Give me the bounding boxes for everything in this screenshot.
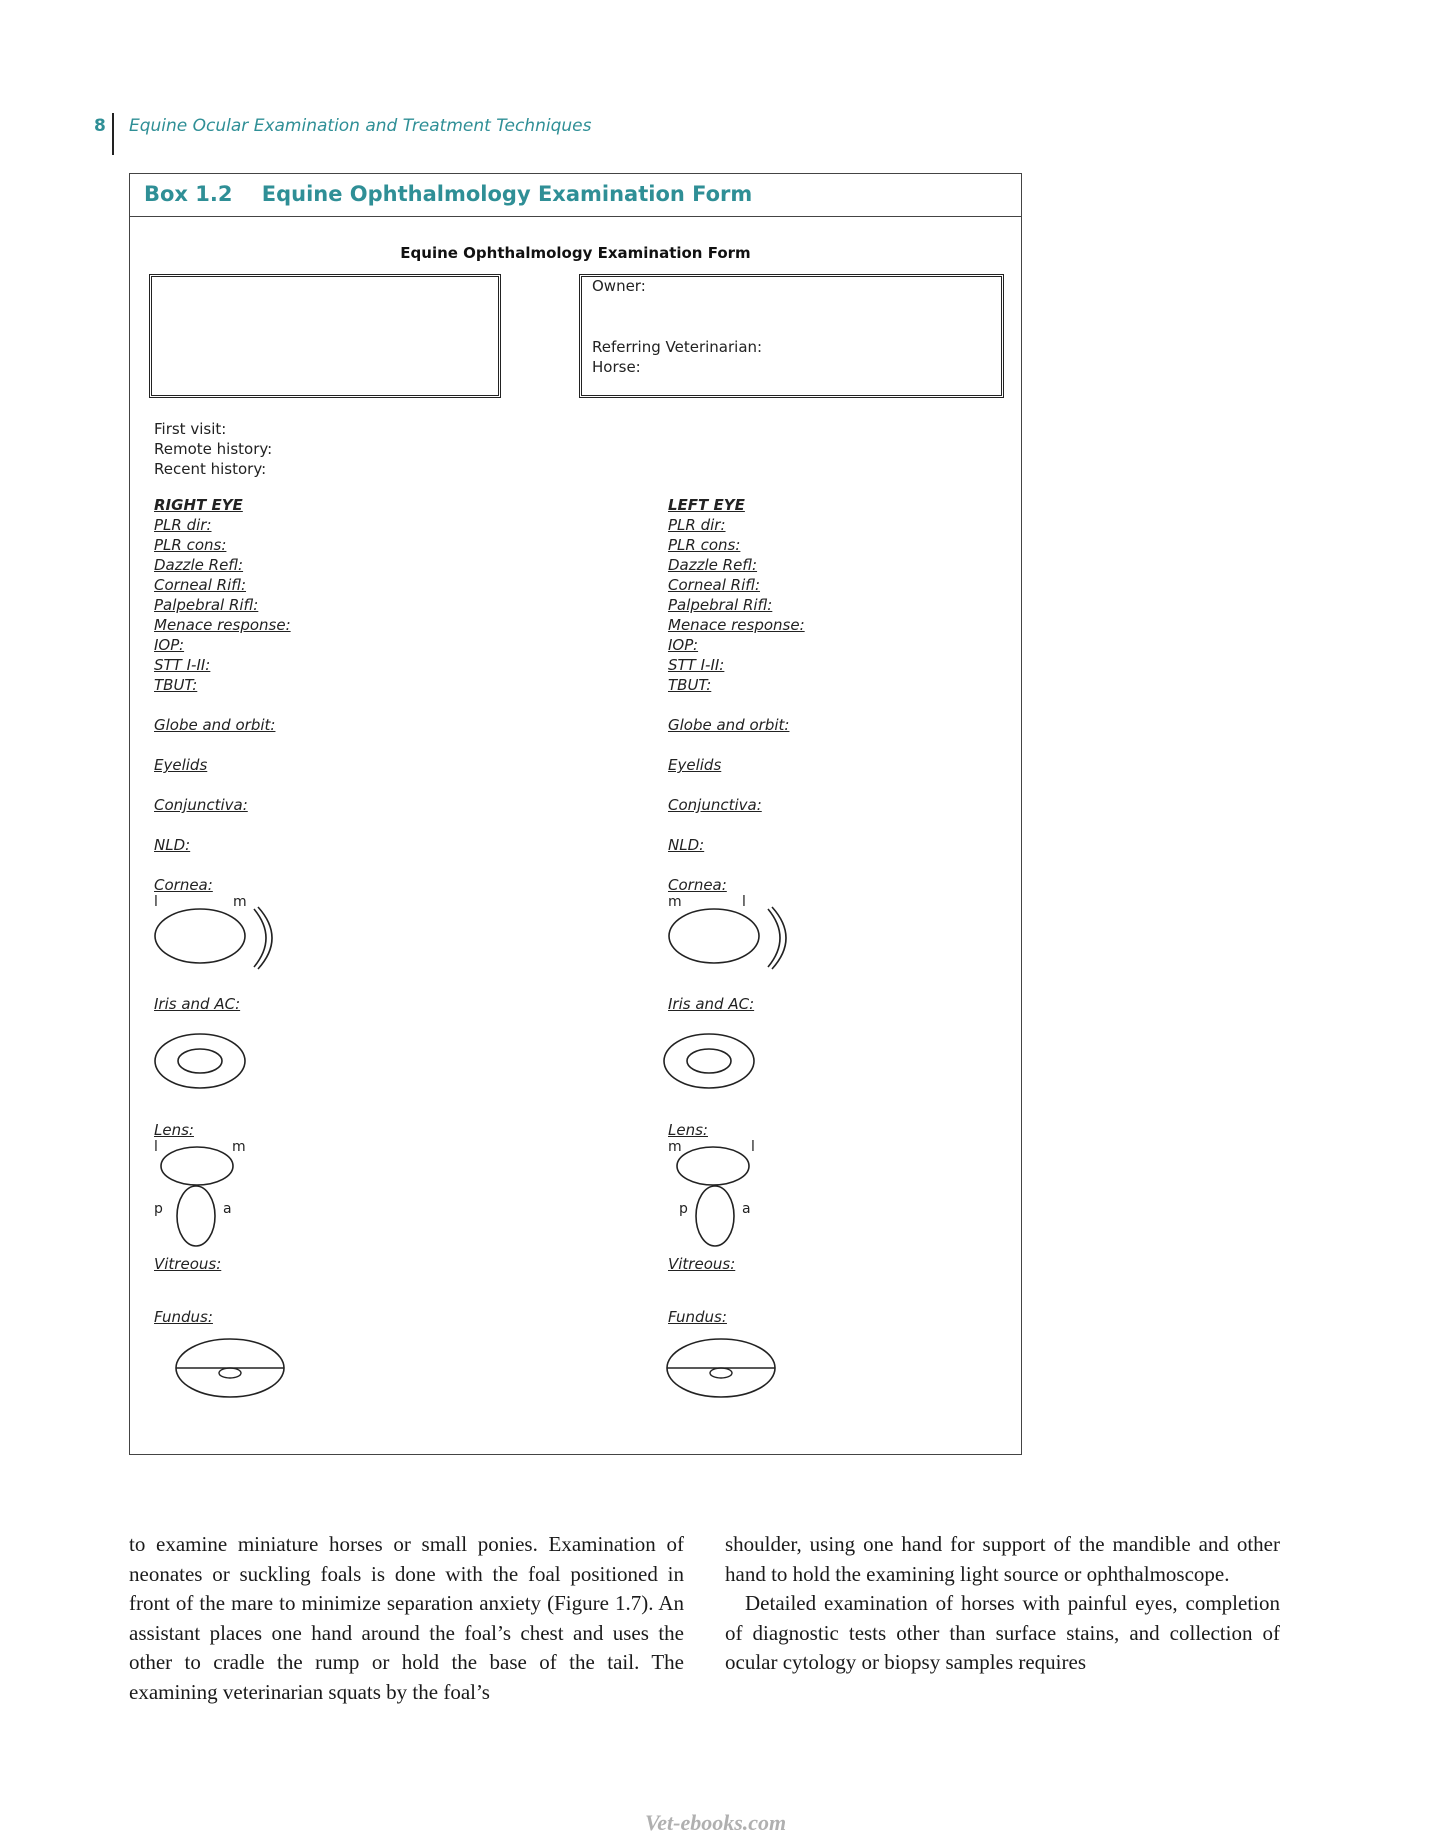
box-title-text: Equine Ophthalmology Examination Form [261,182,753,206]
left-menace-response: Menace response: [668,616,805,634]
left-cornea-diagram [668,901,798,976]
form-title: Equine Ophthalmology Examination Form [400,244,751,262]
right-palpebral-refl: Palpebral Rifl: [154,596,259,614]
left-cornea-mark-2: l [742,894,746,910]
box-label: Box 1.2 [144,182,233,206]
right-lens-mark-2: m [232,1139,246,1155]
left-palpebral-refl: Palpebral Rifl: [668,596,773,614]
running-title: Equine Ocular Examination and Treatment Techniques [129,116,592,136]
left-plr-cons: PLR cons: [668,536,741,554]
left-fundus: Fundus: [668,1308,727,1326]
history-remote: Remote history: [154,440,273,458]
left-conjunctiva: Conjunctiva: [668,796,762,814]
box-title-bar [130,174,1021,217]
right-lens-side-diagram [174,1184,218,1250]
owner-field: Owner: [592,277,646,295]
right-nld: NLD: [154,836,191,854]
left-dazzle-refl: Dazzle Refl: [668,556,758,574]
right-dazzle-refl: Dazzle Refl: [154,556,244,574]
left-globe-orbit: Globe and orbit: [668,716,790,734]
right-globe-orbit: Globe and orbit: [154,716,276,734]
left-lens-side-p: p [679,1201,688,1217]
right-lens: Lens: [154,1121,194,1139]
right-eye-column [154,496,554,1446]
history-first-visit: First visit: [154,420,227,438]
right-lens-side-p: p [154,1201,163,1217]
right-cornea-mark-2: m [233,894,247,910]
page-number: 8 [94,116,106,136]
body-left-column [129,1530,684,1707]
left-cornea: Cornea: [668,876,727,894]
body-left-paragraph: to examine miniature horses or small ponies. Examination of neonates or suckling foals is done with the foal positioned in front of the mare to minimize separation anxiety (Figure 1.7). An assistant places one hand around the foal’s chest and uses the other to cradle the rump or hold the base of the tail. The examining veterinarian squats by the foal’s [129,1532,684,1704]
left-eye-column [668,496,1008,1446]
right-vitreous: Vitreous: [154,1255,222,1273]
left-lens-mark-1: m [668,1139,682,1155]
left-lens: Lens: [668,1121,708,1139]
right-iris-diagram [154,1029,254,1095]
left-vitreous: Vitreous: [668,1255,736,1273]
right-eyelids: Eyelids [154,756,208,774]
header-divider [112,113,114,155]
exam-form-box [129,173,1022,1455]
patient-label-box [149,274,501,398]
right-conjunctiva: Conjunctiva: [154,796,248,814]
left-iop: IOP: [668,636,699,654]
right-tbut: TBUT: [154,676,198,694]
right-menace-response: Menace response: [154,616,291,634]
left-plr-dir: PLR dir: [668,516,726,534]
left-corneal-refl: Corneal Rifl: [668,576,761,594]
left-nld: NLD: [668,836,705,854]
box-title [144,182,752,206]
body-right-paragraph-2: Detailed examination of horses with painful eyes, completion of diagnostic tests other than surface stains, and collection of ocular cytology or biopsy samples requires [725,1591,1280,1674]
right-corneal-refl: Corneal Rifl: [154,576,247,594]
right-lens-side-a: a [223,1201,232,1217]
left-lens-side-a: a [742,1201,751,1217]
left-eyelids: Eyelids [668,756,722,774]
body-right-paragraph-1: shoulder, using one hand for support of the mandible and other hand to hold the examining light source or ophthalmoscope. [725,1532,1280,1586]
right-plr-cons: PLR cons: [154,536,227,554]
watermark: Vet-ebooks.com [645,1810,787,1835]
right-cornea-diagram [154,901,284,976]
left-iris-diagram [663,1029,763,1095]
right-plr-dir: PLR dir: [154,516,212,534]
left-stt: STT I-II: [668,656,725,674]
left-cornea-mark-1: m [668,894,682,910]
referring-vet-field: Referring Veterinarian: [592,338,763,356]
right-fundus: Fundus: [154,1308,213,1326]
client-info-box [579,274,1004,398]
horse-field: Horse: [592,358,641,376]
right-stt: STT I-II: [154,656,211,674]
right-cornea: Cornea: [154,876,213,894]
right-fundus-diagram [174,1336,290,1400]
left-fundus-diagram [665,1336,781,1400]
right-lens-mark-1: l [154,1139,158,1155]
left-lens-side-diagram [693,1184,737,1250]
left-iris-ac: Iris and AC: [668,995,755,1013]
left-tbut: TBUT: [668,676,712,694]
right-cornea-mark-1: l [154,894,158,910]
body-right-column [725,1530,1280,1678]
right-eye-heading: RIGHT EYE [154,496,243,514]
history-recent: Recent history: [154,460,267,478]
left-lens-mark-2: l [751,1139,755,1155]
right-iop: IOP: [154,636,185,654]
left-eye-heading: LEFT EYE [668,496,745,514]
right-iris-ac: Iris and AC: [154,995,241,1013]
